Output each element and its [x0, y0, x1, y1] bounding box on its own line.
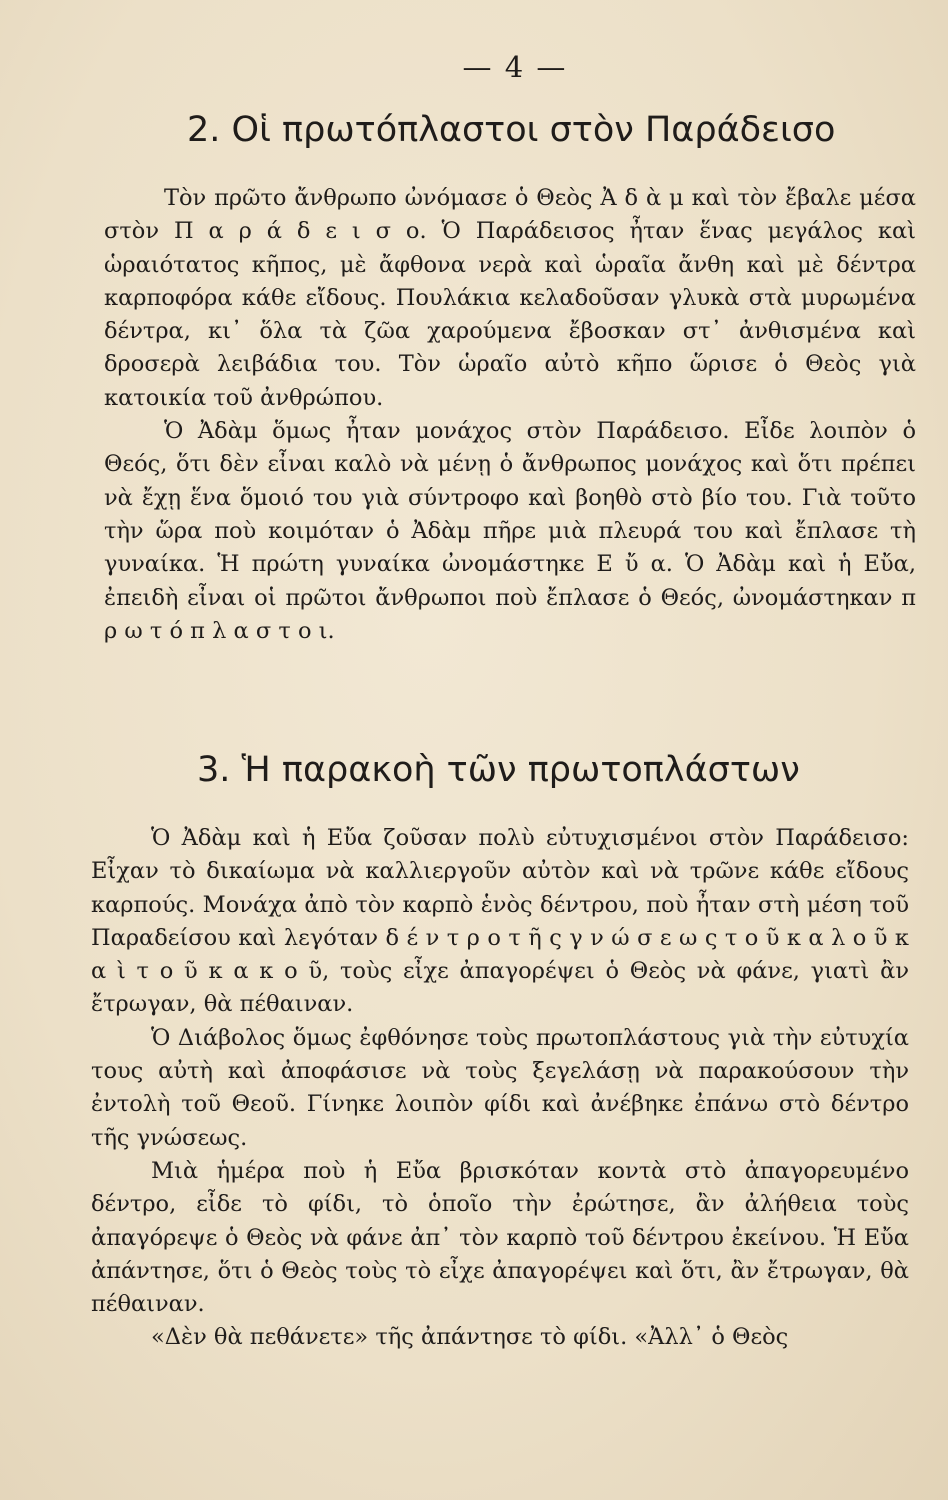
paragraph: Τὸν πρῶτο ἄνθρωπο ὠνόμασε ὁ Θεὸς Ἀ δ ὰ μ καὶ τὸν ἔβαλε μέσα στὸν Π α ρ ά δ ε ι σ ο. Ὁ Παράδεισος ἦταν ἕνας μεγάλος καὶ ὡραιότατος κῆπος, μὲ ἄφθονα νερὰ καὶ ὡραῖα ἄνθη καὶ μὲ δέντρα καρποφόρα κάθε εἴδους. Πουλάκια κελαδοῦσαν γλυκὰ στὰ μυρωμένα δέντρα, κι᾿ ὅλα τὰ ζῶα χαρούμενα ἔβοσκαν στ᾿ ἀνθισμένα καὶ δροσερὰ λειβάδια του. Τὸν ὡραῖο αὐτὸ κῆπο ὥρισε ὁ Θεὸς γιὰ κατοικία τοῦ ἀνθρώπου.: [104, 185, 916, 411]
section-body-3: [91, 822, 909, 1355]
section-body-2: [104, 182, 916, 648]
section-heading-2: 2. Οἱ πρωτόπλαστοι στὸν Παράδεισο: [187, 110, 836, 150]
paragraph: Μιὰ ἡμέρα ποὺ ἡ Εὔα βρισκόταν κοντὰ στὸ ἀπαγορευμένο δέντρο, εἶδε τὸ φίδι, τὸ ὁποῖο τὴν ἐρώτησε, ἂν ἀλήθεια τοὺς ἀπαγόρεψε ὁ Θεὸς νὰ φάνε ἀπ᾿ τὸν καρπὸ τοῦ δέντρου ἐκείνου. Ἡ Εὔα ἀπάντησε, ὅτι ὁ Θεὸς τοὺς τὸ εἶχε ἀπαγορέψει καὶ ὅτι, ἂν ἔτρωγαν, θὰ πέθαιναν.: [91, 1157, 909, 1318]
paragraph: Ὁ Διάβολος ὅμως ἐφθόνησε τοὺς πρωτοπλάστους γιὰ τὴν εὐτυχία τους αὐτὴ καὶ ἀποφάσισε νὰ τοὺς ξεγελάσῃ νὰ παρακούσουν τὴν ἐντολὴ τοῦ Θεοῦ. Γίνηκε λοιπὸν φίδι καὶ ἀνέβηκε ἐπάνω στὸ δέντρο τῆς γνώσεως.: [91, 1024, 909, 1151]
paragraph: «Δὲν θὰ πεθάνετε» τῆς ἀπάντησε τὸ φίδι. «Ἀλλ᾿ ὁ Θεὸς: [151, 1324, 789, 1351]
paragraph: Ὁ Ἀδὰμ καὶ ἡ Εὔα ζοῦσαν πολὺ εὐτυχισμένοι στὸν Παράδεισο: Εἶχαν τὸ δικαίωμα νὰ καλλιεργοῦν αὐτὸν καὶ νὰ τρῶνε κάθε εἴδους καρπούς. Μονάχα ἀπὸ τὸν καρπὸ ἑνὸς δέντρου, ποὺ ἦταν στὴ μέση τοῦ Παραδείσου καὶ λεγόταν δ έ ν τ ρ ο τ ῆ ς γ ν ώ σ ε ω ς τ ο ῦ κ α λ ο ῦ κ α ὶ τ ο ῦ κ α κ ο ῦ, τοὺς εἶχε ἀπαγορέψει ὁ Θεὸς νὰ φάνε, γιατὶ ἂν ἔτρωγαν, θὰ πέθαιναν.: [91, 825, 909, 1018]
section-heading-3: 3. Ἡ παρακοὴ τῶν πρωτοπλάστων: [197, 750, 800, 790]
paragraph: Ὁ Ἀδὰμ ὅμως ἦταν μονάχος στὸν Παράδεισο. Εἶδε λοιπὸν ὁ Θεός, ὅτι δὲν εἶναι καλὸ νὰ μένῃ ὁ ἄνθρωπος μονάχος καὶ ὅτι πρέπει νὰ ἔχῃ ἕνα ὅμοιό του γιὰ σύντροφο καὶ βοηθὸ στὸ βίο του. Γιὰ τοῦτο τὴν ὥρα ποὺ κοιμόταν ὁ Ἀδὰμ πῆρε μιὰ πλευρά του καὶ ἔπλασε τὴ γυναίκα. Ἡ πρώτη γυναίκα ὠνομάστηκε Ε ὔ α. Ὁ Ἀδὰμ καὶ ἡ Εὔα, ἐπειδὴ εἶναι οἱ πρῶτοι ἄνθρωποι ποὺ ἔπλασε ὁ Θεός, ὠνομάστηκαν π ρ ω τ ό π λ α σ τ ο ι.: [104, 418, 916, 644]
page-number: — 4 —: [462, 50, 568, 84]
